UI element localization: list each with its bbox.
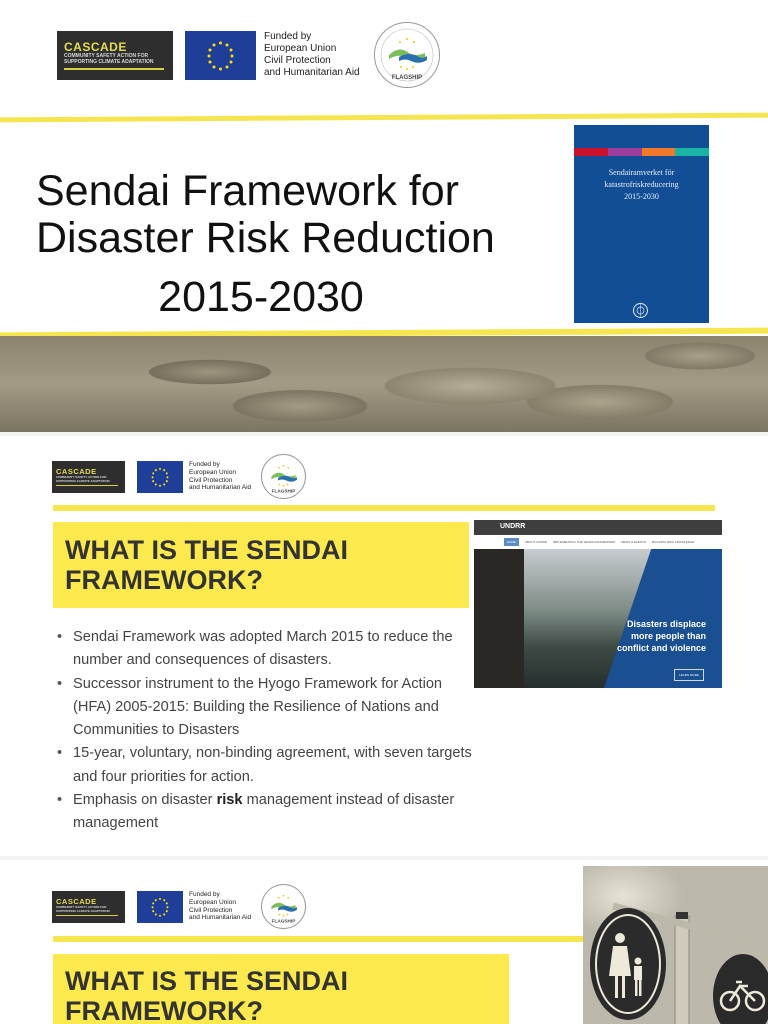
cascade-logo: CASCADE COMMUNITY SAFETY ACTION FOR SUPPORTING CLIMATE ADAPTATION [57, 31, 173, 80]
cover-color-stripes [574, 148, 709, 156]
website-header-bar [474, 520, 722, 535]
flagship-badge-icon [261, 884, 306, 929]
bullet-item: • Successor instrument to the Hyogo Framework for Action (HFA) 2005-2015: Building the Resilience of Nations and Communities to Disasters [57, 673, 477, 743]
undrr-logo: UNDRR [500, 523, 526, 530]
svg-text:FLAGSHIP: FLAGSHIP [271, 488, 296, 494]
slide-title [0, 0, 768, 432]
eu-flag-icon [137, 461, 183, 493]
yellow-divider [0, 113, 768, 123]
slide-what-is-sendai [0, 436, 768, 856]
doorway-shadow [474, 549, 524, 688]
section-heading: WHAT IS THE SENDAI FRAMEWORK? [53, 954, 509, 1024]
slide-what-is-sendai-2 [0, 860, 768, 1024]
report-cover-image [574, 125, 709, 323]
bullet-item: • 15-year, voluntary, non-binding agreement, with seven targets and four priorities for action. [57, 742, 477, 789]
eu-flag-icon [185, 31, 256, 80]
yellow-divider [53, 936, 593, 942]
undrr-website-screenshot [474, 520, 722, 690]
emphasis-risk: risk [216, 792, 243, 809]
sandbags-photo [0, 336, 768, 432]
flooded-signs-photo [583, 866, 768, 1024]
eu-funding-text: Funded by European Union Civil Protection and Humanitarian Aid [189, 460, 252, 492]
section-heading: WHAT IS THE SENDAI FRAMEWORK? [53, 522, 469, 608]
eu-flag-icon [137, 891, 183, 923]
svg-text:FLAGSHIP: FLAGSHIP [271, 918, 296, 924]
bullet-item: • Emphasis on disaster risk management instead of disaster management [57, 789, 477, 836]
underline-bar [64, 68, 164, 70]
logo-strip [52, 454, 306, 499]
main-title: Sendai Framework for Disaster Risk Reduction 2015-2030 [36, 167, 495, 321]
eu-funding-text: Funded by European Union Civil Protection and Humanitarian Aid [264, 30, 360, 79]
logo-strip [57, 22, 440, 88]
underline-bar [56, 485, 118, 486]
underline-bar [56, 915, 118, 916]
logo-strip [52, 884, 306, 929]
bullet-item: • Sendai Framework was adopted March 2015 to reduce the number and consequences of disasters. [57, 626, 477, 673]
flagship-badge-icon [374, 22, 440, 88]
learn-more-button: LEARN MORE [674, 669, 704, 681]
bullet-list [57, 626, 477, 836]
title-years: 2015-2030 [158, 273, 364, 321]
cover-title: Sendairamverket för katastrofriskreducering 2015-2030 [604, 168, 679, 201]
flagship-badge-icon [261, 454, 306, 499]
eu-funding-text: Funded by European Union Civil Protection and Humanitarian Aid [189, 890, 252, 922]
website-nav: HOME ABOUT UNDRR IMPLEMENTING THE SENDAI FRAMEWORK NEWS & EVENTS BUILDING RISK KNOWLEDGE [474, 535, 722, 549]
cascade-logo: CASCADE COMMUNITY SAFETY ACTION FOR SUPPORTING CLIMATE ADAPTATION [52, 891, 125, 923]
un-emblem-icon [632, 302, 649, 319]
yellow-divider [53, 505, 715, 511]
cascade-logo: CASCADE COMMUNITY SAFETY ACTION FOR SUPPORTING CLIMATE ADAPTATION [52, 461, 125, 493]
website-headline: Disasters displace more people than conflict and violence [616, 619, 706, 653]
svg-text:FLAGSHIP: FLAGSHIP [391, 75, 422, 81]
